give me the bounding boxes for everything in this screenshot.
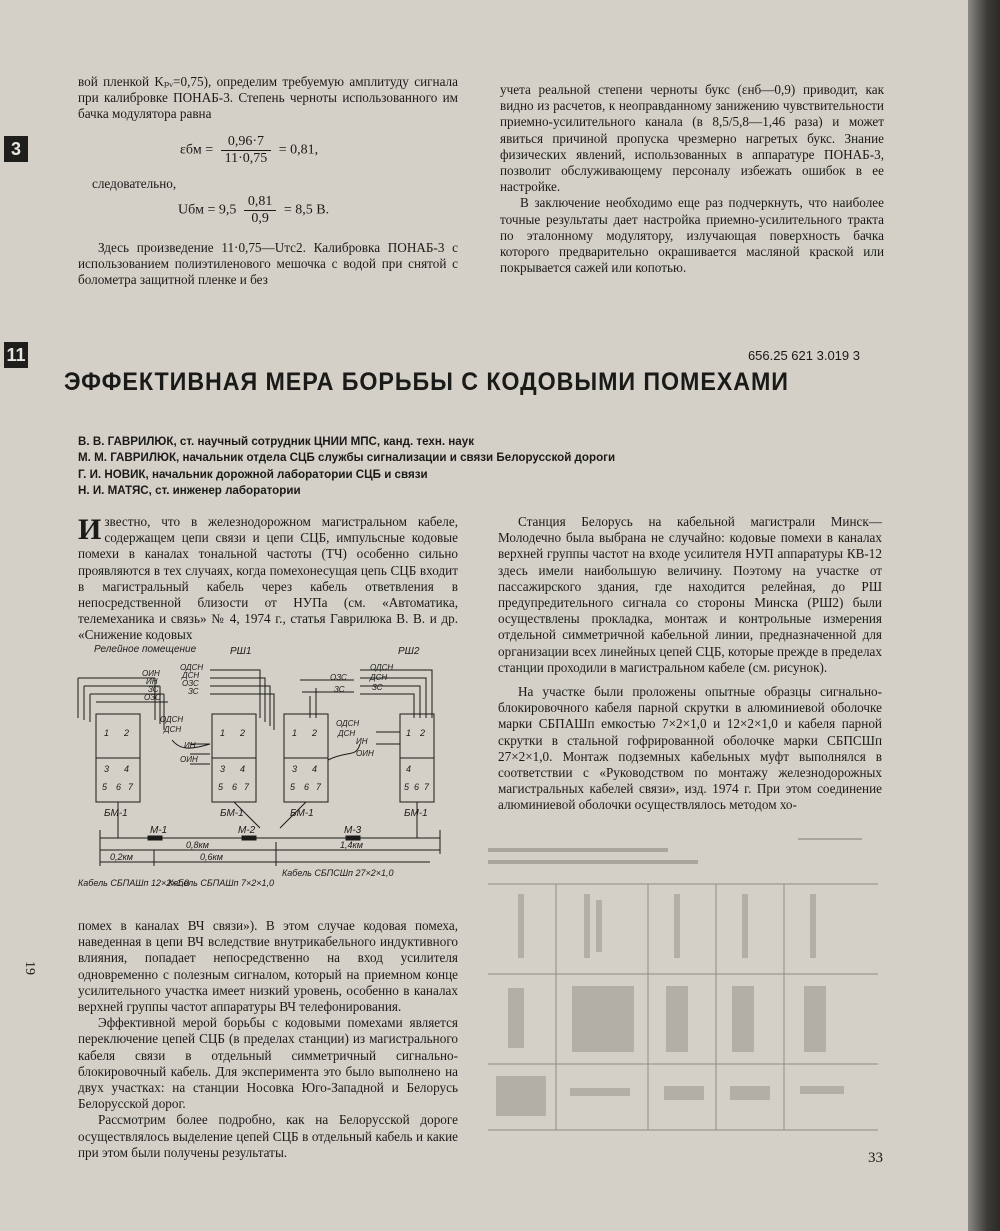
faded-results-table <box>488 838 878 1138</box>
page-number: 33 <box>868 1150 883 1166</box>
article-title: ЭФФЕКТИВНАЯ МЕРА БОРЬБЫ С КОДОВЫМИ ПОМЕХАМИ <box>64 368 789 396</box>
formula-denominator: 0,9 <box>251 211 269 226</box>
box-number: 4 <box>406 764 412 774</box>
wire-label: ДСН <box>338 729 356 738</box>
wire-label: ОИН <box>142 669 160 678</box>
box-number: 3 <box>220 764 226 774</box>
wire-label: ЗС <box>334 685 345 694</box>
box-number: 3 <box>104 764 110 774</box>
paragraph: помех в каналах ВЧ связи»). В этом случае кодовая помеха, наведенная в цепи ВЧ вследствие внутрикабельного индуктивного влияния, попадает непосредственно на вход усилителя одновременно с полезным сигналом, который на приемном конце усилительного участка имеет низкий уровень, особенно в каналах верхней группы частот аппаратуры ВЧ телефонирования. <box>78 918 458 1015</box>
paragraph: звестно, что в железнодорожном магистральном кабеле, содержащем цепи связи и цепи СЦБ, импульсные кодовые помехи в каналах тональной частоты (ТЧ) особенно сильно проявляются в тех случаях, когда помехонесущая цепь СЦБ входит в магистральный кабель через кабель ответвления в непосредственной близости от НУПа (см. «Автоматика, телемеханика и связь» № 4, 1974 г., статья Гаврилюка В. В. и др. «Снижение кодовых <box>78 514 458 643</box>
right-column <box>498 514 882 814</box>
authors <box>78 434 615 500</box>
box-number: 4 <box>124 764 130 774</box>
wire-label: ДСН <box>370 673 388 682</box>
wire-label: ДСН <box>182 671 200 680</box>
paragraph: следовательно, <box>92 176 177 191</box>
wiring-diagram <box>60 640 480 905</box>
box-number: 3 <box>292 764 298 774</box>
muff-label: М-1 <box>150 825 168 836</box>
page-edge-shadow <box>968 0 1000 1231</box>
wire-label: ИН <box>146 677 158 686</box>
cable-label: Кабель СБПАШп 7×2×1,0 <box>168 878 275 888</box>
muff-label: М-2 <box>238 825 256 836</box>
left-column-continued <box>78 918 458 1161</box>
box-number: 2 <box>420 728 426 738</box>
author-line: В. В. ГАВРИЛЮК, ст. научный сотрудник ЦНИИ МПС, канд. техн. наук <box>78 435 474 448</box>
box-number: 1 <box>292 728 298 738</box>
box-number: 2 <box>312 728 318 738</box>
faded-caption-line <box>798 838 862 840</box>
paragraph: Здесь произведение 11·0,75—Uтс2. Калибровка ПОНАБ-3 с использованием полиэтиленового мешочка с водой при снятой с болометра защитной пленке и без <box>78 240 458 288</box>
wire-label: ИН <box>184 741 196 750</box>
formula-numerator: 0,96·7 <box>221 134 272 151</box>
formula-numerator: 0,81 <box>244 194 277 211</box>
wire-label: ОИН <box>180 755 198 764</box>
box-number: 7 <box>424 782 430 792</box>
distance-label: 0,2км <box>110 852 133 862</box>
side-page-number: 19 <box>22 961 37 975</box>
top-left-column <box>78 74 458 123</box>
box-number: 5 <box>290 782 296 792</box>
left-column-intro <box>78 514 458 644</box>
box-label: БМ-1 <box>104 808 128 819</box>
box-number: 2 <box>240 728 246 738</box>
box-label: БМ-1 <box>290 808 314 819</box>
wire-label: ЗС <box>188 687 199 696</box>
cable-label: Кабель СБПСШп 27×2×1,0 <box>282 868 394 878</box>
udc-code: 656.25 621 3.019 3 <box>747 348 860 363</box>
wire-label: ОДСН <box>370 663 394 672</box>
distance-label: 0,8км <box>186 840 209 850</box>
section-marker: 3 <box>4 136 28 162</box>
muff-label: М-3 <box>344 825 362 836</box>
wire-label: ОДСН <box>180 663 204 672</box>
distance-label: 1,4км <box>340 840 363 850</box>
diagram-label-relay: Релейное помещение <box>94 644 197 655</box>
box-number: 6 <box>232 782 238 792</box>
wire-label: ЗС <box>372 683 383 692</box>
box-label: БМ-1 <box>404 808 428 819</box>
wire-label: ОЗС <box>182 679 199 688</box>
paragraph: На участке были проложены опытные образцы сигнально-блокировочного кабеля парной скрутки в алюминиевой оболочке марки СБПАШп емкостью 7×2×1,0 и 12×2×1,0 и кабеля парной скрутки в стальной гофрированной оболочке марки СБПСШп 27×2×1,0. Монтаж подземных кабельных муфт выполнялся в соответствии с «Руководством по монтажу железнодорожных магистральных кабелей связи», изд. 1974 г. При этом соединение алюминиевой оболочки осуществлялось методом хо- <box>498 684 882 813</box>
box-number: 7 <box>244 782 250 792</box>
cable-label: Кабель СБПАШп 12×2×1,0 <box>78 878 190 888</box>
paragraph: Рассмотрим более подробно, как на Белорусской дороге осуществлялось выделение цепей СЦБ в отдельный кабель и какие при этом были получены результаты. <box>78 1112 458 1160</box>
wire-label: ИН <box>356 737 368 746</box>
box-number: 5 <box>404 782 410 792</box>
formula-lhs: εбм = <box>180 142 214 158</box>
distance-label: 0,6км <box>200 852 223 862</box>
box-number: 5 <box>218 782 224 792</box>
diagram-label-rsh1: РШ1 <box>230 646 252 657</box>
box-number: 4 <box>240 764 246 774</box>
formula-rhs: = 0,81, <box>278 142 319 158</box>
box-number: 6 <box>414 782 420 792</box>
formula-rhs: = 8,5 В. <box>283 202 330 218</box>
box-number: 1 <box>220 728 226 738</box>
wire-label: ОИН <box>356 749 374 758</box>
box-number: 2 <box>124 728 130 738</box>
paragraph: В заключение необходимо еще раз подчеркнуть, что наиболее точные результаты дает настройка приемно-усилительного тракта по эталонному модулятору, излучающая поверхность бачка которого предварительно окрашивается масляной краской или покрывается сажей или копотью. <box>500 195 884 276</box>
box-number: 7 <box>128 782 134 792</box>
section-marker: 11 <box>4 342 28 368</box>
box-number: 1 <box>104 728 110 738</box>
top-right-column <box>500 82 884 276</box>
paragraph: Эффективной мерой борьбы с кодовыми помехами является переключение цепей СЦБ (в пределах станции) из магистрального кабеля связи в отдельный симметричный сигнально-блокировочный кабель. Для эксперимента это было выполнено на двух участках: на станции Носовка Юго-Западной и Белорусь Белорусской дорог. <box>78 1015 458 1112</box>
box-number: 6 <box>304 782 310 792</box>
wire-label: ОДСН <box>336 719 360 728</box>
box-label: БМ-1 <box>220 808 244 819</box>
formula-voltage <box>178 194 329 227</box>
wire-label: ОЗС <box>330 673 347 682</box>
formula-denominator: 11·0,75 <box>224 151 268 166</box>
box-number: 1 <box>406 728 412 738</box>
wire-label: ДСН <box>164 725 182 734</box>
author-line: Н. И. МАТЯС, ст. инженер лаборатории <box>78 484 301 498</box>
box-number: 7 <box>316 782 322 792</box>
wire-label: ОДСН <box>160 715 184 724</box>
box-number: 5 <box>102 782 108 792</box>
formula-emissivity <box>180 134 318 167</box>
drop-cap: И <box>78 513 102 546</box>
faded-caption-line <box>488 860 698 864</box>
faded-caption-line <box>488 848 668 852</box>
author-line: М. М. ГАВРИЛЮК, начальник отдела СЦБ службы сигнализации и связи Белорусской дороги <box>78 451 616 465</box>
box-number: 4 <box>312 764 318 774</box>
box-number: 6 <box>116 782 122 792</box>
paragraph: вой пленкой Kₚᵥ=0,75), определим требуемую амплитуду сигнала при калибровке ПОНАБ-3. Степень черноты использованного им бачка модулятора равна <box>78 74 458 122</box>
formula-lhs: Uбм = 9,5 <box>178 202 237 218</box>
paragraph: Станция Белорусь на кабельной магистрали Минск—Молодечно была выбрана не случайно: кодовые помехи в каналах верхней группы частот на входе усилителя НУП аппаратуры КВ-12 здесь имели наибольшую величину. Поэтому на участке от пассажирского здания, где находится релейная, до РШ предупредительного сигнала со стороны Минска (РШ2) были осуществлены прокладка, монтаж и контрольные измерения отдельной симметричной кабельной линии, предназначенной для организации всех линейных цепей СЦБ, которые прежде в пределах станции проходили в магистральном кабеле (см. рисунок). <box>498 514 882 675</box>
diagram-label-rsh2: РШ2 <box>398 646 420 657</box>
wire-label: ОЗС <box>144 693 161 702</box>
wire-label: ЗС <box>148 685 159 694</box>
paragraph: учета реальной степени черноты букс (εнб—0,9) приводит, как видно из расчетов, к неоправданному занижению чувствительности приемно-усилительного канала (в 8,5/5,8—1,46 раза) и может явиться причиной пропуска чрезмерно нагретых букс. Знание физических явлений, использованных в аппаратуре ПОНАБ-3, позволит обслуживающему персоналу избежать ошибок в ее настройке. <box>500 82 884 195</box>
author-line: Г. И. НОВИК, начальник дорожной лаборатории СЦБ и связи <box>78 467 428 481</box>
